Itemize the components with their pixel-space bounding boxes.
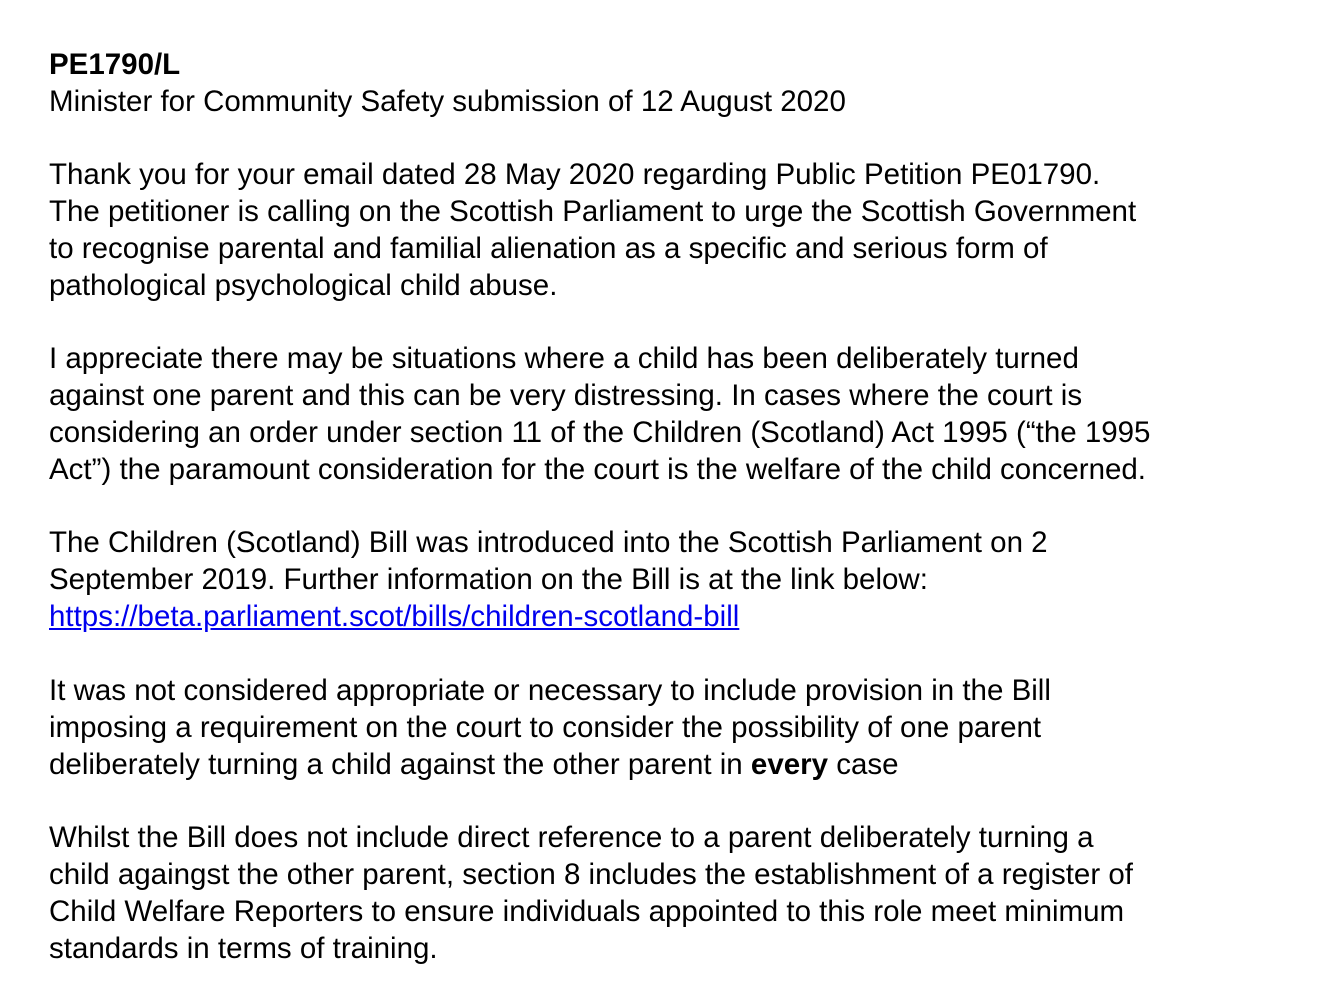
- paragraph-line: Child Welfare Reporters to ensure individuals appointed to this role meet minimum: [49, 894, 1125, 928]
- petition-reference: PE1790/L: [49, 48, 181, 81]
- emphasis-every: every: [750, 747, 829, 781]
- paragraph-line: standards in terms of training.: [49, 931, 438, 965]
- paragraph-line: to recognise parental and familial alienation as a specific and serious form of: [49, 231, 1048, 265]
- submission-subtitle: Minister for Community Safety submission of 12 August 2020: [49, 84, 846, 118]
- paragraph-line: It was not considered appropriate or necessary to include provision in the Bill: [49, 673, 1051, 707]
- bill-link-line: [49, 599, 1326, 636]
- paragraph-1: [49, 157, 1326, 305]
- paragraph-line: against one parent and this can be very distressing. In cases where the court is: [49, 379, 1083, 413]
- line-text-before: deliberately turning a child against the other parent in: [49, 747, 751, 781]
- paragraph-line: child againgst the other parent, section 8 includes the establishment of a register of: [49, 857, 1133, 891]
- paragraph-line-emphasis: [49, 747, 1326, 784]
- paragraph-3: [49, 525, 1326, 636]
- paragraph-5: [49, 820, 1326, 968]
- paragraph-2: [49, 341, 1326, 489]
- paragraph-line: The petitioner is calling on the Scottish Parliament to urge the Scottish Government: [49, 194, 1137, 228]
- paragraph-line: considering an order under section 11 of the Children (Scotland) Act 1995 (“the 1995: [49, 416, 1151, 450]
- paragraph-line: September 2019. Further information on the Bill is at the link below:: [49, 563, 928, 597]
- paragraph-line: Thank you for your email dated 28 May 2020 regarding Public Petition PE01790.: [49, 158, 1101, 191]
- paragraph-line: Whilst the Bill does not include direct reference to a parent deliberately turning a: [49, 821, 1094, 855]
- document-header: [49, 47, 1326, 121]
- paragraph-line: Act”) the paramount consideration for the court is the welfare of the child concerned.: [49, 452, 1147, 486]
- paragraph-line: I appreciate there may be situations where a child has been deliberately turned: [49, 342, 1079, 376]
- paragraph-4: [49, 673, 1326, 784]
- paragraph-line: pathological psychological child abuse.: [49, 268, 558, 302]
- line-text-after: case: [828, 747, 899, 781]
- paragraph-line: The Children (Scotland) Bill was introduced into the Scottish Parliament on 2: [49, 526, 1048, 560]
- bill-link[interactable]: https://beta.parliament.scot/bills/children-scotland-bill: [49, 600, 740, 634]
- paragraph-line: imposing a requirement on the court to consider the possibility of one parent: [49, 710, 1042, 744]
